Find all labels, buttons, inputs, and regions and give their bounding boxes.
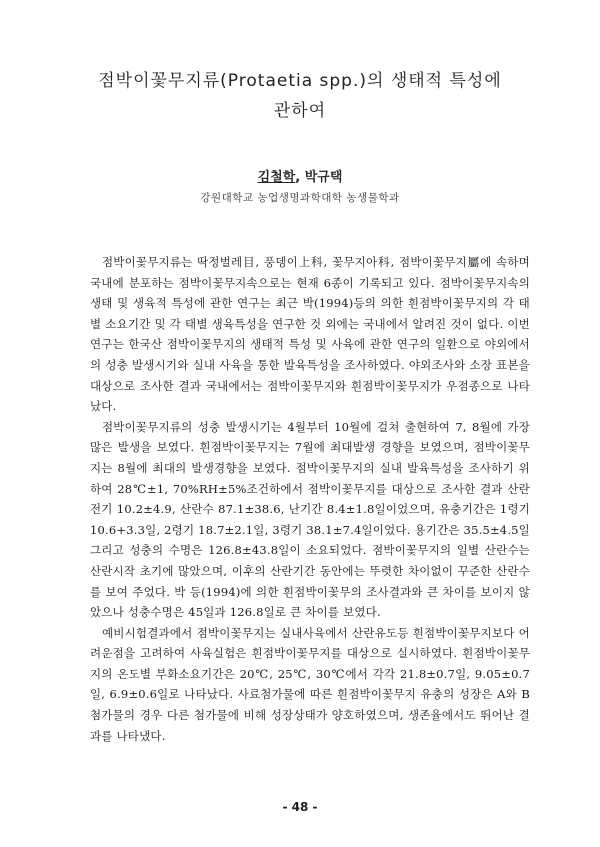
- author-separator: ,: [295, 170, 305, 185]
- author-name: 박규택: [304, 170, 343, 185]
- paragraph: 점박이꽃무지류는 딱정벌레目, 풍뎅이上科, 꽃무지아科, 점박이꽃무지屬에 속하며 국내에 분포하는 점박이꽃무지속으로는 현재 6종이 기록되고 있다. 점박이꽃무지속의 생태 및 생육적 특성에 관한 연구는 최근 박(1994)등의 의한 흰점박이꽃무지의 각 태별 소요기간 및 각 태별 생육특성을 연구한 것 외에는 국내에서 알려진 것이 없다. 이번 연구는 한국산 점박이꽃무지의 생태적 특성 및 사육에 관한 연구의 일환으로 야외에서의 성충 발생시기와 실내 사육을 통한 발육특성을 조사하였다. 야외조사와 소장 표본을 대상으로 조사한 결과 국내에서는 점박이꽃무지와 흰점박이꽃무지가 우점종으로 나타났다.: [90, 255, 530, 414]
- affiliation: 강원대학교 농업생명과학대학 농생물학과: [200, 192, 400, 204]
- paragraph: 예비시험결과에서 점박이꽃무지는 실내사육에서 산란유도등 흰점박이꽃무지보다 어려운점을 고려하여 사육실험은 흰점박이꽃무지를 대상으로 실시하였다. 흰점박이꽃무지의 온도별 부화소요기간은 20℃, 25℃, 30℃에서 각각 21.8±0.7일, 9.05±0.7일, 6.9±0.6일로 나타났다. 사료첨가물에 따른 흰점박이꽃무지 유충의 성장은 A와 B첨가물의 경우 다른 첨가물에 비해 성장상태가 양호하였으며, 생존율에서도 뛰어난 결과를 나타냈다.: [90, 625, 530, 743]
- title-line-2: 관하여: [273, 101, 327, 121]
- paper-title: [60, 66, 540, 126]
- abstract-body: [90, 252, 530, 746]
- paragraph: 점박이꽃무지류의 성충 발생시기는 4월부터 10월에 걸쳐 출현하여 7, 8월에 가장 많은 발생을 보였다. 흰점박이꽃무지는 7월에 최대발생 경향을 보였으며, 점박이꽃무지는 8월에 최대의 발생경향을 보였다. 점박이꽃무지의 실내 발육특성을 조사하기 위하여 28℃±1, 70%RH±5%조건하에서 점박이꽃무지를 대상으로 조사한 결과 산란전기 10.2±4.9, 산란수 87.1±38.6, 난기간 8.4±1.8일이었으며, 유충기간은 1령기 10.6+3.3일, 2령기 18.7±2.1일, 3령기 38.1±7.4일이었다. 용기간은 35.5±4.5일 그리고 성충의 수명은 126.8±43.8일이 소요되었다. 점박이꽃무지의 일별 산란수는 산란시작 초기에 많았으며, 이후의 산란기간 동안에는 뚜렷한 차이없이 꾸준한 산란수를 보여 주었다. 박 등(1994)에 의한 흰점박이꽃무의 조사결과와 큰 차이를 보이지 않았으나 성충수명은 45일과 126.8일로 큰 차이를 보였다.: [90, 419, 530, 620]
- author-list: [0, 166, 600, 185]
- title-line-1: 점박이꽃무지류(Protaetia spp.)의 생태적 특성에: [98, 71, 502, 91]
- page-number: - 48 -: [282, 800, 318, 814]
- author-name: 김철학: [257, 170, 296, 185]
